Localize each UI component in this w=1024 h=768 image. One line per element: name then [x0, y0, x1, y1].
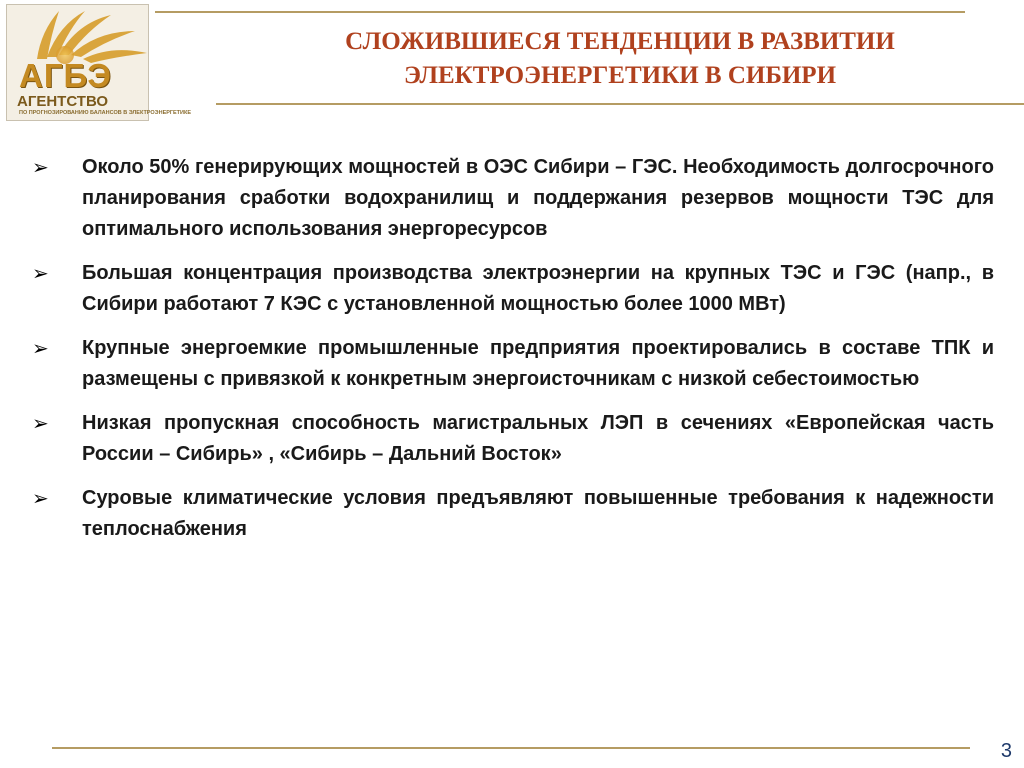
bullet-text: Суровые климатические условия предъявляют повышенные требования к надежности теплоснабжения — [82, 487, 994, 540]
arrow-bullet-icon: ➢ — [32, 336, 49, 360]
logo-name: АГЕНТСТВО — [17, 93, 109, 110]
list-item — [32, 152, 994, 245]
list-item — [32, 408, 994, 470]
logo-subtitle: ПО ПРОГНОЗИРОВАНИЮ БАЛАНСОВ В ЭЛЕКТРОЭНЕРГЕТИКЕ — [19, 110, 192, 116]
arrow-bullet-icon: ➢ — [32, 155, 49, 179]
top-divider — [155, 11, 965, 13]
bullet-list — [32, 152, 994, 558]
title-line-2: ЭЛЕКТРОЭНЕРГЕТИКИ В СИБИРИ — [403, 62, 837, 89]
list-item — [32, 258, 994, 320]
list-item — [32, 483, 994, 545]
bullet-text: Низкая пропускная способность магистральных ЛЭП в сечениях «Европейская часть России – Сибирь» , «Сибирь – Дальний Восток» — [82, 412, 994, 465]
logo-abbreviation: АГБЭ — [19, 57, 112, 94]
arrow-bullet-icon: ➢ — [32, 261, 49, 285]
bullet-text: Около 50% генерирующих мощностей в ОЭС Сибири – ГЭС. Необходимость долгосрочного планирования сработки водохранилищ и поддержания резервов мощности ТЭС для оптимального использования энергоресурсов — [82, 156, 994, 240]
bullet-text: Крупные энергоемкие промышленные предприятия проектировались в составе ТПК и размещены с привязкой к конкретным энергоисточникам с низкой себестоимостью — [82, 337, 994, 390]
arrow-bullet-icon: ➢ — [32, 411, 49, 435]
arrow-bullet-icon: ➢ — [32, 486, 49, 510]
page-number: 3 — [1000, 740, 1012, 762]
list-item — [32, 333, 994, 395]
bottom-divider — [52, 747, 970, 749]
bullet-text: Большая концентрация производства электроэнергии на крупных ТЭС и ГЭС (напр., в Сибири работают 7 КЭС с установленной мощностью более 1000 МВт) — [82, 262, 994, 315]
slide-title — [216, 25, 1024, 93]
title-divider — [216, 103, 1024, 105]
agency-logo — [6, 4, 192, 121]
title-line-1: СЛОЖИВШИЕСЯ ТЕНДЕНЦИИ В РАЗВИТИИ — [345, 28, 895, 55]
